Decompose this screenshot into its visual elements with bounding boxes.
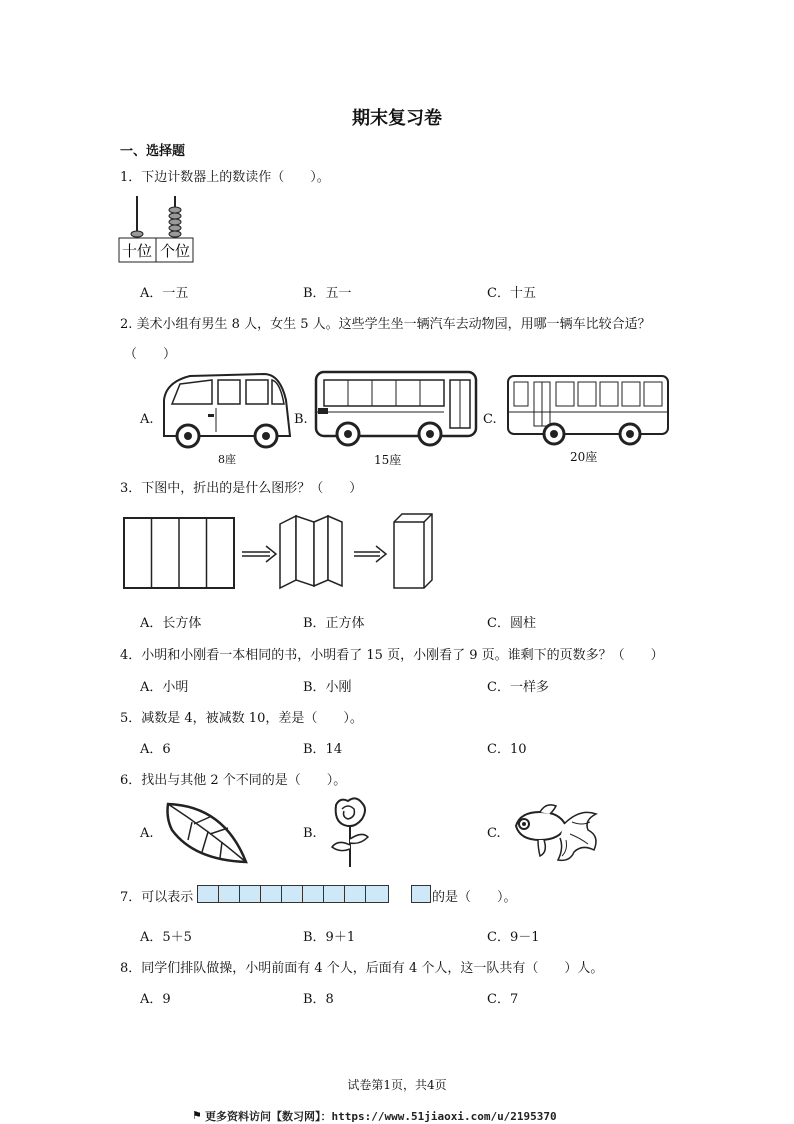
q2-option-b[interactable]: B.: [294, 412, 308, 427]
q4-option-b[interactable]: B．小刚: [303, 680, 352, 695]
question-6-stem: 6．找出与其他 2 个不同的是（ ）。: [120, 773, 347, 788]
q3-option-c[interactable]: C．圆柱: [487, 616, 536, 631]
page-footer: 试卷第1页，共4页: [347, 1078, 447, 1092]
q1-option-a[interactable]: A．一五: [140, 286, 189, 301]
bus-20-icon: [506, 372, 672, 448]
abacus-bead: [169, 213, 181, 219]
group-cell: [344, 885, 366, 903]
group-cell: [197, 885, 219, 903]
group-cell: [260, 885, 282, 903]
question-4-stem: 4．小明和小刚看一本相同的书，小明看了 15 页，小刚看了 9 页。谁剩下的页数多？（ ）: [120, 648, 664, 663]
bus-15-caption: 15座: [374, 453, 402, 467]
arrow-icon: [354, 546, 386, 562]
extra-cell: [411, 885, 431, 903]
section-heading: 一、选择题: [120, 144, 186, 159]
abacus-figure: [118, 192, 194, 264]
q4-option-a[interactable]: A．小明: [140, 680, 189, 695]
question-3-stem: 3．下图中，折出的是什么图形？（ ）: [120, 481, 363, 496]
question-8-stem: 8．同学们排队做操，小明前面有 4 个人，后面有 4 个人，这一队共有（ ）人。: [120, 961, 604, 976]
question-2-stem: 2. 美术小组有男生 8 人，女生 5 人。这些学生坐一辆汽车去动物园，用哪一辆车比较合适？: [120, 317, 651, 332]
abacus-tens-label: 十位: [121, 242, 153, 260]
goldfish-icon: [510, 800, 602, 864]
abacus-bead: [131, 231, 143, 237]
group-cell: [218, 885, 240, 903]
q6-option-c[interactable]: C.: [487, 826, 501, 841]
page-title: 期末复习卷: [352, 108, 442, 129]
question-5-stem: 5．减数是 4，被减数 10，差是（ ）。: [120, 711, 363, 726]
bus-20-caption: 20座: [570, 450, 598, 464]
q6-option-a[interactable]: A.: [140, 826, 154, 841]
group-cell: [302, 885, 324, 903]
q2-option-c[interactable]: C.: [483, 412, 497, 427]
q7-option-b[interactable]: B．9＋1: [303, 930, 356, 945]
question-7-stem-suffix: 的是（ ）。: [432, 890, 517, 905]
abacus-bead: [169, 207, 181, 213]
question-1-stem: 1．下边计数器上的数读作（ ）。: [120, 170, 330, 185]
q4-option-c[interactable]: C．一样多: [487, 680, 549, 695]
q3-option-a[interactable]: A．长方体: [140, 616, 202, 631]
abacus-bead: [169, 225, 181, 231]
group-cell: [239, 885, 261, 903]
abacus-ones-label: 个位: [159, 242, 191, 260]
abacus-bead: [169, 231, 181, 237]
van-icon: [160, 370, 294, 450]
arrow-icon: [242, 546, 276, 562]
group-cell: [281, 885, 303, 903]
q5-option-b[interactable]: B．14: [303, 742, 343, 757]
q7-option-a[interactable]: A．5＋5: [140, 930, 192, 945]
leaf-icon: [164, 800, 250, 866]
van-caption: 8座: [218, 453, 236, 466]
q8-option-c[interactable]: C．7: [487, 992, 519, 1007]
q6-option-b[interactable]: B.: [303, 826, 317, 841]
question-7-stem-prefix: 7．可以表示: [120, 890, 194, 905]
question-2-stem-bracket: （ ）: [124, 347, 177, 362]
bus-15-icon: [314, 368, 480, 446]
q8-option-a[interactable]: A．9: [140, 992, 171, 1007]
q3-option-b[interactable]: B．正方体: [303, 616, 365, 631]
q2-option-a[interactable]: A.: [140, 412, 154, 427]
q1-option-b[interactable]: B．五一: [303, 286, 352, 301]
q7-option-c[interactable]: C．9－1: [487, 930, 540, 945]
q5-option-c[interactable]: C．10: [487, 742, 527, 757]
folding-figure: [122, 510, 442, 590]
group-cell: [365, 885, 389, 903]
q8-option-b[interactable]: B．8: [303, 992, 334, 1007]
flag-icon: ⚑: [192, 1109, 202, 1122]
q1-option-c[interactable]: C．十五: [487, 286, 536, 301]
group-cell: [323, 885, 345, 903]
footer-link[interactable]: 更多资料访问【数习网】：https://www.51jiaoxi.com/u/2195370: [205, 1110, 557, 1123]
abacus-bead: [169, 219, 181, 225]
q5-option-a[interactable]: A．6: [140, 742, 171, 757]
rose-icon: [326, 795, 372, 869]
